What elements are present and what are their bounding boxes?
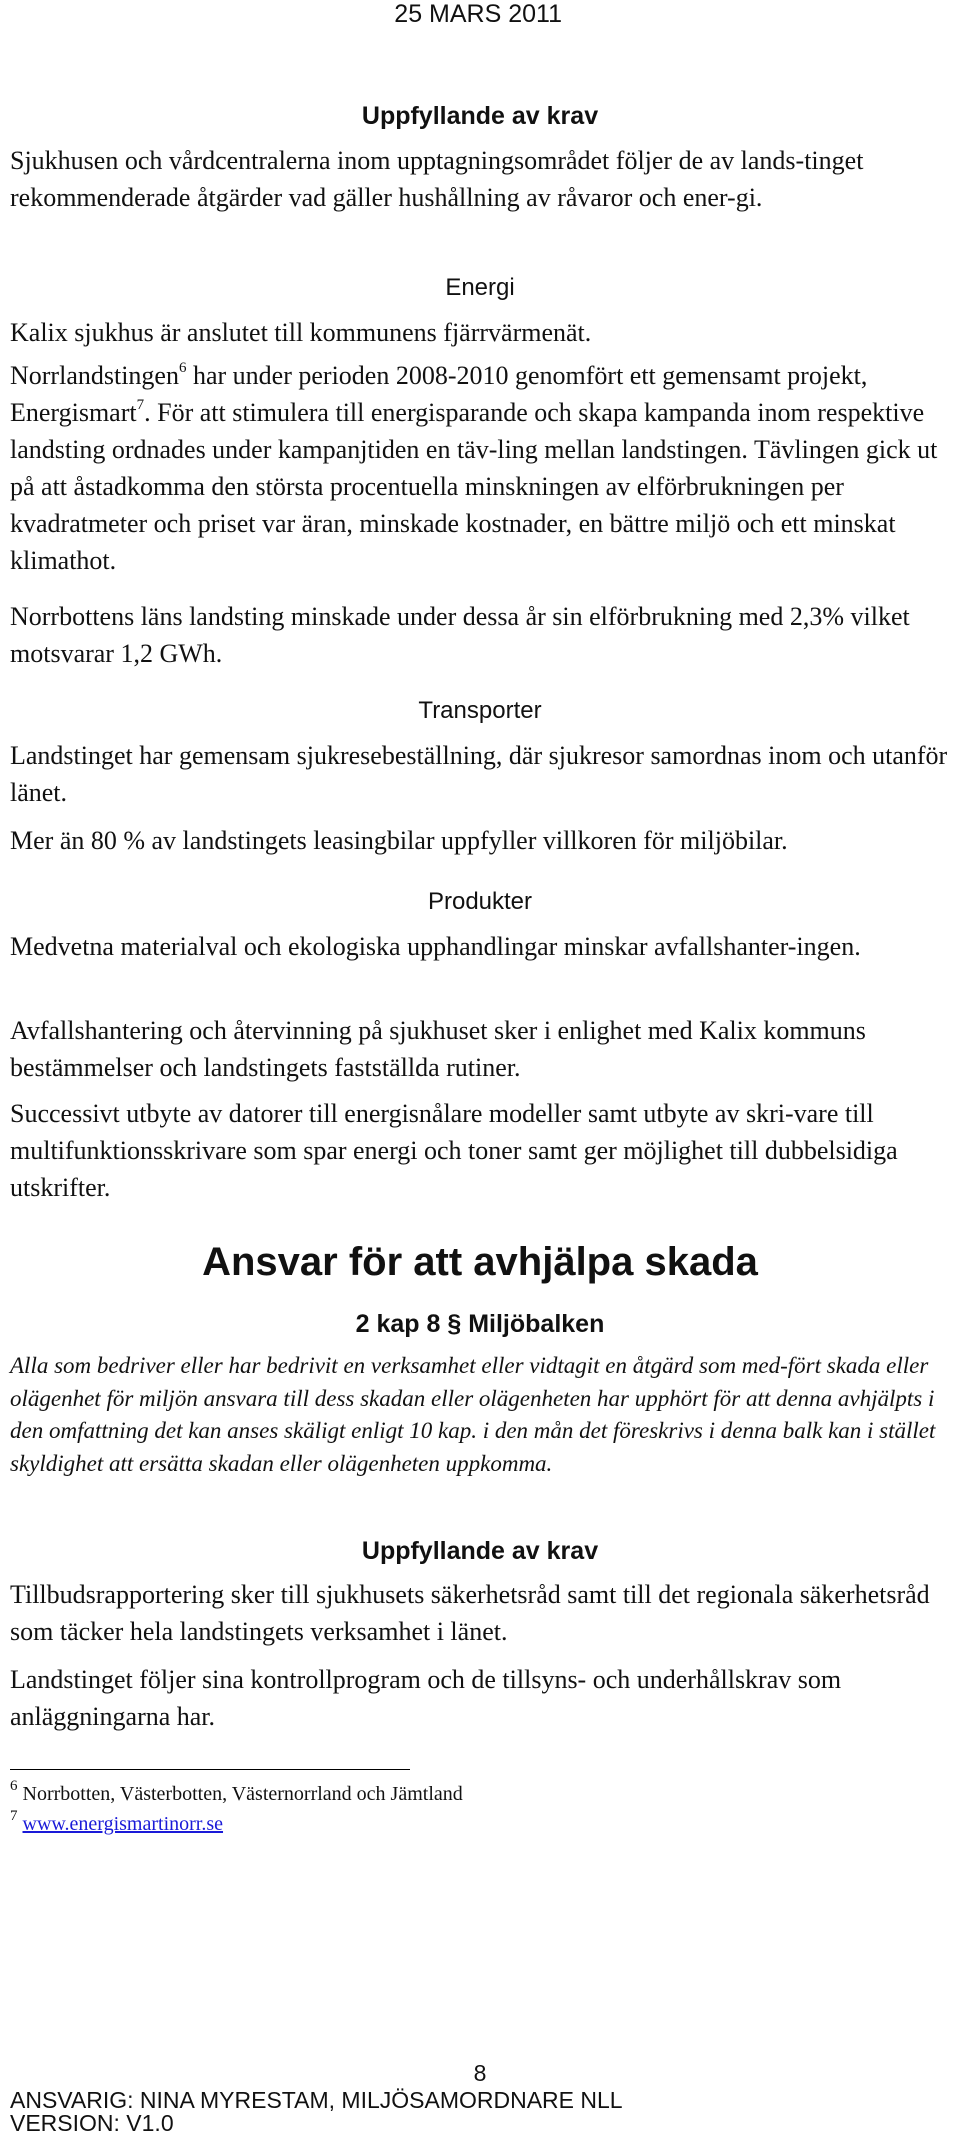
subheading-transport: Transporter bbox=[418, 697, 542, 724]
footnote-7-link[interactable]: www.energismartinorr.se bbox=[22, 1813, 224, 1835]
energy-paragraph-2 bbox=[10, 357, 950, 579]
energy-paragraph-3: Norrbottens läns landsting minskade under dessa år sin elförbrukning med 2,3% vilket motsvarar 1,2 GWh. bbox=[10, 602, 910, 668]
footer-responsible: ANSVARIG: NINA MYRESTAM, MILJÖSAMORDNARE NLL bbox=[10, 2087, 623, 2113]
energy-p2-part-a: Norrlandstingen bbox=[10, 361, 179, 390]
subheading-products: Produkter bbox=[427, 888, 533, 915]
footnote-6-text: Norrbotten, Västerbotten, Västernorrland och Jämtland bbox=[17, 1783, 463, 1805]
energy-p2-part-b: har under perioden 2008-2010 genomfört ett gemensamt projekt, Energismart bbox=[10, 361, 868, 427]
products-paragraph-3: Successivt utbyte av datorer till energisnålare modeller samt utbyte av skri-vare till multifunktionsskrivare som spar energi och toner samt ger möjlighet till dubbelsidiga utskrifter. bbox=[10, 1099, 898, 1202]
footnote-divider bbox=[10, 1769, 410, 1770]
footnote-6 bbox=[10, 1780, 950, 1808]
transport-paragraph-2: Mer än 80 % av landstingets leasingbilar uppfyller villkoren för miljöbilar. bbox=[10, 826, 788, 855]
section2-paragraph-1: Tillbudsrapportering sker till sjukhusets säkerhetsråd samt till det regionala säkerhetsråd som täcker hela landstingets verksamhet i länet. bbox=[10, 1580, 930, 1646]
law-text: Alla som bedriver eller har bedrivit en verksamhet eller vidtagit en åtgärd som med-fört skada eller olägenhet för miljön ansvara till dess skadan eller olägenheten har upphört för att denna avhjälpts i den omfattning det kan anses skäligt enligt 10 kap. i den mån det föreskrivs i denna balk kan i stället skyldighet att ersätta skadan eller olägenheten uppkomma. bbox=[10, 1353, 936, 1476]
energy-p2-part-c: . För att stimulera till energisparande och skapa kampanda inom respektive landsting ordnades under kampanjtiden en täv-ling mellan landstingen. Tävlingen gick ut på att åstadkomma den största procentuella minskningen av elförbrukningen per kvadratmeter och priset var äran, minskade kostnader, en bättre miljö och ett minskat klimathot. bbox=[10, 398, 938, 575]
footnote-number-7: 7 bbox=[10, 1808, 18, 1825]
transport-paragraph-1: Landstinget har gemensam sjukresebeställning, där sjukresor samordnas inom och utanför länet. bbox=[10, 741, 948, 807]
law-reference: 2 kap 8 § Miljöbalken bbox=[355, 1310, 605, 1338]
footer-version: VERSION: V1.0 bbox=[10, 2110, 174, 2136]
section2-paragraph-2: Landstinget följer sina kontrollprogram och de tillsyns- och underhållskrav som anläggningarna har. bbox=[10, 1665, 842, 1731]
footnote-ref-7: 7 bbox=[136, 397, 145, 414]
subheading-energy: Energi bbox=[445, 274, 515, 301]
section2-heading-requirements: Uppfyllande av krav bbox=[361, 1537, 599, 1565]
footnote-7 bbox=[10, 1810, 950, 1838]
intro-paragraph: Sjukhusen och vårdcentralerna inom upptagningsområdet följer de av lands-tinget rekommenderade åtgärder vad gäller hushållning av råvaror och ener-gi. bbox=[10, 146, 864, 212]
footnote-ref-6: 6 bbox=[178, 360, 187, 377]
header-date: 25 MARS 2011 bbox=[394, 0, 562, 28]
energy-paragraph-1: Kalix sjukhus är anslutet till kommunens fjärrvärmenät. bbox=[10, 318, 592, 347]
page-number: 8 bbox=[473, 2060, 487, 2086]
footnote-number-6: 6 bbox=[10, 1778, 18, 1795]
products-paragraph-2: Avfallshantering och återvinning på sjukhuset sker i enlighet med Kalix kommuns bestämmelser och landstingets fastställda rutiner. bbox=[10, 1016, 866, 1082]
section-title-damage: Ansvar för att avhjälpa skada bbox=[202, 1240, 758, 1284]
section-heading-requirements: Uppfyllande av krav bbox=[361, 102, 599, 130]
products-paragraph-1: Medvetna materialval och ekologiska upphandlingar minskar avfallshanter-ingen. bbox=[10, 932, 861, 961]
